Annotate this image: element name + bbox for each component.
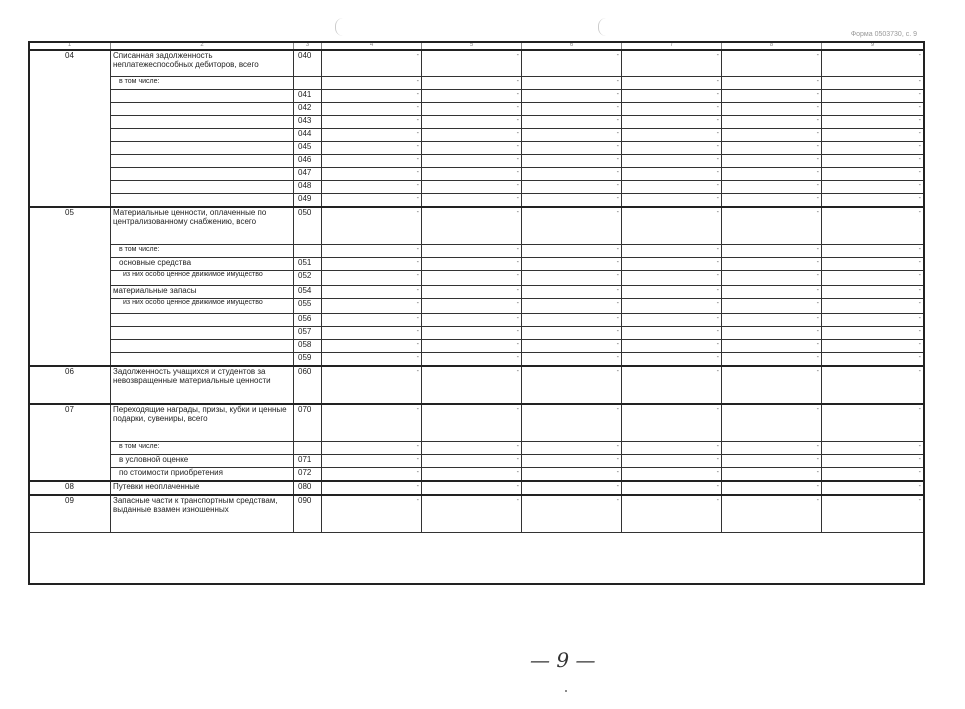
table-row [29, 340, 924, 353]
value-cell: - [422, 90, 522, 103]
table-row [29, 116, 924, 129]
value-cell: - [422, 50, 522, 77]
value-cell: - [322, 340, 422, 353]
value-cell: - [522, 90, 622, 103]
value-cell: - [322, 116, 422, 129]
value-cell: - [522, 103, 622, 116]
value-cell: - [822, 129, 924, 142]
value-cell: - [422, 207, 522, 245]
value-cell: - [322, 77, 422, 90]
value-cell: - [422, 353, 522, 367]
value-cell: - [522, 353, 622, 367]
row-code: 060 [294, 366, 322, 404]
form-code: Форма 0503730, с. 9 [850, 31, 917, 38]
value-cell: - [622, 194, 722, 208]
row-code: 043 [294, 116, 322, 129]
value-cell: - [522, 366, 622, 404]
row-code: 055 [294, 299, 322, 314]
value-cell: - [322, 495, 422, 533]
value-cell: - [322, 286, 422, 299]
value-cell: - [722, 481, 822, 495]
value-cell: - [722, 77, 822, 90]
value-cell: - [822, 207, 924, 245]
value-cell: - [322, 481, 422, 495]
value-cell: - [722, 468, 822, 482]
row-title: Задолженность учащихся и студентов за невозвращенные материальные ценности [111, 366, 294, 404]
scan-dot [565, 690, 567, 692]
value-cell: - [622, 314, 722, 327]
value-cell: - [822, 286, 924, 299]
value-cell: - [522, 142, 622, 155]
value-cell: - [422, 455, 522, 468]
row-code: 056 [294, 314, 322, 327]
value-cell: - [822, 90, 924, 103]
row-code: 045 [294, 142, 322, 155]
value-cell: - [322, 366, 422, 404]
table-row [29, 50, 924, 77]
column-number: 7 [622, 42, 722, 51]
value-cell: - [622, 77, 722, 90]
value-cell: - [722, 299, 822, 314]
value-cell: - [622, 481, 722, 495]
table-row [29, 299, 924, 314]
section-number: 05 [29, 207, 111, 366]
value-cell: - [622, 207, 722, 245]
row-code: 071 [294, 455, 322, 468]
table-row [29, 207, 924, 245]
table-row [29, 468, 924, 482]
report-table [28, 41, 924, 533]
value-cell: - [822, 181, 924, 194]
value-cell: - [422, 271, 522, 286]
value-cell: - [522, 77, 622, 90]
value-cell: - [822, 481, 924, 495]
value-cell: - [722, 258, 822, 271]
table-row [29, 90, 924, 103]
value-cell: - [722, 129, 822, 142]
value-cell: - [722, 103, 822, 116]
value-cell: - [522, 258, 622, 271]
value-cell: - [422, 181, 522, 194]
table-row [29, 286, 924, 299]
value-cell: - [822, 340, 924, 353]
column-number: 2 [111, 42, 294, 51]
column-number-row [29, 42, 924, 51]
value-cell: - [622, 103, 722, 116]
row-label [111, 327, 294, 340]
value-cell: - [722, 314, 822, 327]
value-cell: - [322, 353, 422, 367]
value-cell: - [622, 299, 722, 314]
value-cell: - [722, 90, 822, 103]
value-cell: - [422, 299, 522, 314]
row-code: 059 [294, 353, 322, 367]
value-cell: - [322, 129, 422, 142]
value-cell: - [322, 103, 422, 116]
table-row [29, 142, 924, 155]
value-cell: - [622, 245, 722, 258]
column-number: 4 [322, 42, 422, 51]
value-cell: - [722, 366, 822, 404]
subheading-row [29, 442, 924, 455]
value-cell: - [622, 90, 722, 103]
subheading-row [29, 77, 924, 90]
value-cell: - [522, 129, 622, 142]
table-row [29, 168, 924, 181]
value-cell: - [622, 142, 722, 155]
value-cell: - [522, 207, 622, 245]
row-code: 049 [294, 194, 322, 208]
row-code [294, 77, 322, 90]
value-cell: - [522, 194, 622, 208]
value-cell: - [822, 194, 924, 208]
value-cell: - [722, 495, 822, 533]
table-row [29, 481, 924, 495]
row-code: 052 [294, 271, 322, 286]
value-cell: - [722, 168, 822, 181]
subheading-label: в том числе: [111, 442, 294, 455]
value-cell: - [622, 404, 722, 442]
value-cell: - [522, 168, 622, 181]
value-cell: - [422, 142, 522, 155]
row-code: 050 [294, 207, 322, 245]
value-cell: - [822, 50, 924, 77]
value-cell: - [522, 340, 622, 353]
table-row [29, 129, 924, 142]
value-cell: - [522, 327, 622, 340]
row-title: Путевки неоплаченные [111, 481, 294, 495]
table-row [29, 404, 924, 442]
value-cell: - [322, 468, 422, 482]
value-cell: - [522, 314, 622, 327]
row-label [111, 142, 294, 155]
value-cell: - [322, 455, 422, 468]
value-cell: - [422, 314, 522, 327]
row-code: 044 [294, 129, 322, 142]
value-cell: - [622, 155, 722, 168]
row-label [111, 90, 294, 103]
row-code: 090 [294, 495, 322, 533]
value-cell: - [422, 155, 522, 168]
row-code: 048 [294, 181, 322, 194]
value-cell: - [822, 404, 924, 442]
value-cell: - [522, 50, 622, 77]
value-cell: - [422, 366, 522, 404]
value-cell: - [722, 155, 822, 168]
row-code: 054 [294, 286, 322, 299]
subheading-label: в том числе: [111, 77, 294, 90]
value-cell: - [822, 495, 924, 533]
value-cell: - [822, 77, 924, 90]
row-title: Материальные ценности, оплаченные по централизованному снабжению, всего [111, 207, 294, 245]
value-cell: - [722, 455, 822, 468]
row-code: 058 [294, 340, 322, 353]
row-code: 046 [294, 155, 322, 168]
value-cell: - [822, 168, 924, 181]
table-row [29, 103, 924, 116]
value-cell: - [822, 142, 924, 155]
row-label [111, 181, 294, 194]
column-number: 6 [522, 42, 622, 51]
row-label: основные средства [111, 258, 294, 271]
value-cell: - [422, 129, 522, 142]
value-cell: - [422, 194, 522, 208]
value-cell: - [322, 245, 422, 258]
value-cell: - [722, 271, 822, 286]
table-row [29, 353, 924, 367]
value-cell: - [822, 366, 924, 404]
table-row [29, 271, 924, 286]
value-cell: - [322, 327, 422, 340]
row-label [111, 353, 294, 367]
value-cell: - [622, 50, 722, 77]
value-cell: - [622, 116, 722, 129]
section-number: 09 [29, 495, 111, 533]
table-row [29, 366, 924, 404]
value-cell: - [522, 245, 622, 258]
value-cell: - [722, 340, 822, 353]
value-cell: - [722, 442, 822, 455]
value-cell: - [522, 404, 622, 442]
value-cell: - [322, 155, 422, 168]
column-number: 1 [29, 42, 111, 51]
value-cell: - [322, 299, 422, 314]
value-cell: - [322, 50, 422, 77]
column-number: 5 [422, 42, 522, 51]
value-cell: - [722, 286, 822, 299]
value-cell: - [722, 194, 822, 208]
value-cell: - [622, 340, 722, 353]
value-cell: - [822, 245, 924, 258]
decorative-mark [335, 18, 344, 36]
value-cell: - [722, 116, 822, 129]
value-cell: - [822, 442, 924, 455]
value-cell: - [622, 286, 722, 299]
value-cell: - [522, 455, 622, 468]
value-cell: - [522, 181, 622, 194]
row-code: 051 [294, 258, 322, 271]
value-cell: - [422, 404, 522, 442]
value-cell: - [622, 327, 722, 340]
row-label [111, 129, 294, 142]
value-cell: - [422, 245, 522, 258]
value-cell: - [722, 207, 822, 245]
column-number: 3 [294, 42, 322, 51]
value-cell: - [822, 468, 924, 482]
value-cell: - [622, 353, 722, 367]
section-number: 06 [29, 366, 111, 404]
value-cell: - [422, 340, 522, 353]
row-code: 047 [294, 168, 322, 181]
value-cell: - [422, 495, 522, 533]
row-label [111, 168, 294, 181]
table-row [29, 181, 924, 194]
table-row [29, 495, 924, 533]
value-cell: - [722, 50, 822, 77]
decorative-mark [598, 18, 607, 36]
value-cell: - [522, 481, 622, 495]
table-row [29, 327, 924, 340]
row-code: 042 [294, 103, 322, 116]
value-cell: - [722, 404, 822, 442]
value-cell: - [522, 155, 622, 168]
value-cell: - [322, 314, 422, 327]
table-row [29, 258, 924, 271]
value-cell: - [822, 314, 924, 327]
value-cell: - [522, 271, 622, 286]
value-cell: - [622, 181, 722, 194]
value-cell: - [522, 468, 622, 482]
value-cell: - [522, 442, 622, 455]
row-title: Запасные части к транспортным средствам, выданные взамен изношенных [111, 495, 294, 533]
row-label [111, 314, 294, 327]
value-cell: - [722, 142, 822, 155]
subheading-label: в том числе: [111, 245, 294, 258]
value-cell: - [822, 299, 924, 314]
value-cell: - [722, 245, 822, 258]
row-label: материальные запасы [111, 286, 294, 299]
value-cell: - [422, 258, 522, 271]
value-cell: - [422, 168, 522, 181]
value-cell: - [422, 77, 522, 90]
row-label: из них особо ценное движимое имущество [111, 271, 294, 286]
column-number: 9 [822, 42, 924, 51]
value-cell: - [422, 103, 522, 116]
value-cell: - [822, 327, 924, 340]
value-cell: - [822, 353, 924, 367]
table-row [29, 455, 924, 468]
value-cell: - [522, 495, 622, 533]
value-cell: - [822, 155, 924, 168]
row-code [294, 245, 322, 258]
row-title: Переходящие награды, призы, кубки и ценные подарки, сувениры, всего [111, 404, 294, 442]
value-cell: - [722, 353, 822, 367]
value-cell: - [522, 286, 622, 299]
value-cell: - [322, 142, 422, 155]
value-cell: - [322, 194, 422, 208]
row-title: Списанная задолженность неплатежеспособных дебиторов, всего [111, 50, 294, 77]
section-number: 07 [29, 404, 111, 481]
value-cell: - [822, 103, 924, 116]
table-row [29, 194, 924, 208]
value-cell: - [322, 168, 422, 181]
row-code [294, 442, 322, 455]
row-label: из них особо ценное движимое имущество [111, 299, 294, 314]
row-code: 057 [294, 327, 322, 340]
row-label [111, 194, 294, 208]
value-cell: - [622, 271, 722, 286]
value-cell: - [522, 299, 622, 314]
value-cell: - [522, 116, 622, 129]
value-cell: - [622, 168, 722, 181]
section-number: 08 [29, 481, 111, 495]
value-cell: - [322, 404, 422, 442]
value-cell: - [322, 90, 422, 103]
row-code: 040 [294, 50, 322, 77]
value-cell: - [422, 468, 522, 482]
value-cell: - [622, 258, 722, 271]
value-cell: - [822, 116, 924, 129]
value-cell: - [822, 258, 924, 271]
row-label [111, 340, 294, 353]
value-cell: - [322, 271, 422, 286]
row-label [111, 103, 294, 116]
value-cell: - [822, 271, 924, 286]
value-cell: - [622, 495, 722, 533]
value-cell: - [322, 442, 422, 455]
value-cell: - [322, 207, 422, 245]
value-cell: - [322, 181, 422, 194]
table-row [29, 314, 924, 327]
value-cell: - [822, 455, 924, 468]
row-code: 080 [294, 481, 322, 495]
value-cell: - [622, 129, 722, 142]
column-number: 8 [722, 42, 822, 51]
row-code: 072 [294, 468, 322, 482]
value-cell: - [722, 327, 822, 340]
value-cell: - [422, 442, 522, 455]
value-cell: - [422, 286, 522, 299]
row-code: 041 [294, 90, 322, 103]
value-cell: - [622, 366, 722, 404]
value-cell: - [422, 481, 522, 495]
section-number: 04 [29, 50, 111, 207]
subheading-row [29, 245, 924, 258]
page-number: — 9 — [530, 648, 596, 672]
row-label: по стоимости приобретения [111, 468, 294, 482]
row-label [111, 116, 294, 129]
table-row [29, 155, 924, 168]
value-cell: - [622, 442, 722, 455]
row-label: в условной оценке [111, 455, 294, 468]
row-label [111, 155, 294, 168]
value-cell: - [622, 468, 722, 482]
row-code: 070 [294, 404, 322, 442]
value-cell: - [722, 181, 822, 194]
value-cell: - [322, 258, 422, 271]
value-cell: - [422, 327, 522, 340]
value-cell: - [622, 455, 722, 468]
value-cell: - [422, 116, 522, 129]
